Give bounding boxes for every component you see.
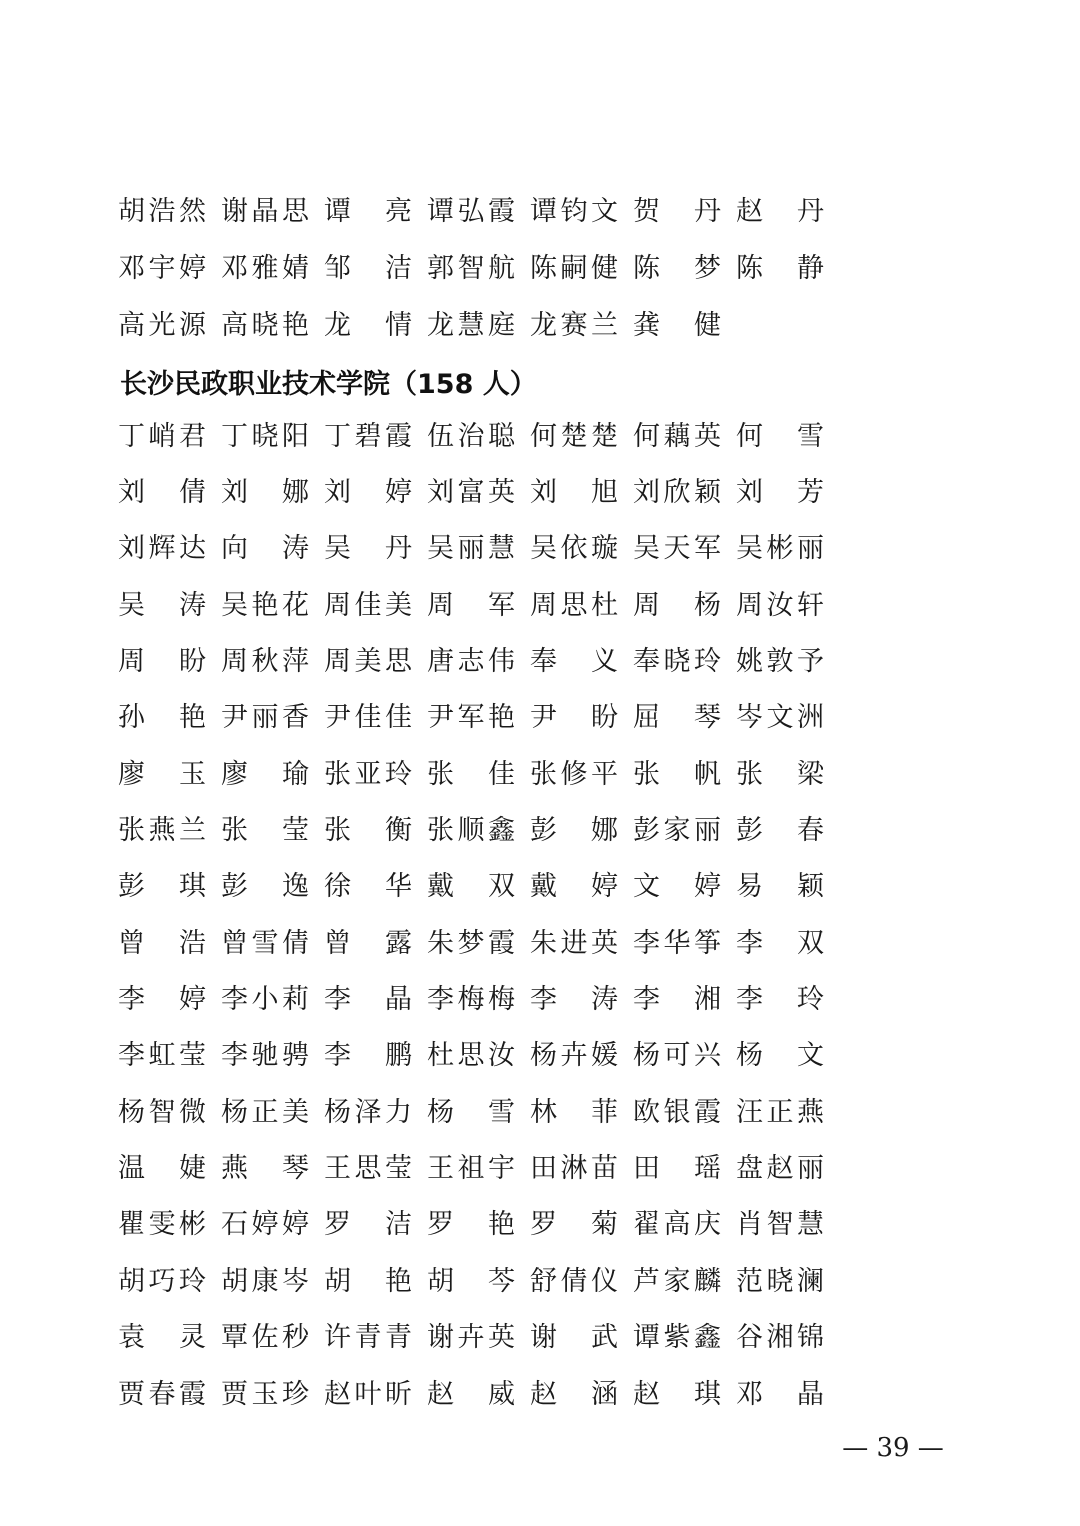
name-list-continued [118, 183, 838, 354]
person-name: 朱 进 英 [530, 927, 618, 959]
person-name: 周 盼 [118, 646, 206, 678]
person-name: 周 杨 [633, 589, 721, 621]
person-name: 罗 洁 [324, 1209, 412, 1241]
person-name: 谢 卉 英 [427, 1322, 515, 1354]
person-name: 张 亚 玲 [324, 758, 412, 790]
person-name: 舒 倩 仪 [530, 1265, 618, 1297]
name-row [118, 1253, 838, 1309]
person-name: 盘 赵 丽 [736, 1153, 824, 1185]
person-name: 丁 峭 君 [118, 420, 206, 452]
person-name: 屈 琴 [633, 702, 721, 734]
person-name: 陈 梦 [633, 253, 721, 284]
person-name: 覃 佐 秒 [221, 1322, 309, 1354]
person-name: 肖 智 慧 [736, 1209, 824, 1241]
person-name: 李 晶 [324, 984, 412, 1016]
person-name: 赵 叶 昕 [324, 1378, 412, 1410]
person-name: 胡 芩 [427, 1265, 515, 1297]
person-name: 廖 玉 [118, 758, 206, 790]
person-name: 赵 威 [427, 1378, 515, 1410]
person-name: 周 军 [427, 589, 515, 621]
name-row [118, 690, 838, 746]
person-name: 胡 康 岑 [221, 1265, 309, 1297]
person-name: 赵 丹 [736, 196, 824, 227]
person-name: 周 佳 美 [324, 589, 412, 621]
person-name: 许 青 青 [324, 1322, 412, 1354]
person-name: 丁 碧 霞 [324, 420, 412, 452]
person-name: 胡 巧 玲 [118, 1265, 206, 1297]
person-name: 吴 彬 丽 [736, 533, 824, 565]
person-name: 张 佳 [427, 758, 515, 790]
person-name: 罗 菊 [530, 1209, 618, 1241]
person-name: 龙 慧 庭 [427, 310, 515, 341]
person-name: 易 颖 [736, 871, 824, 903]
person-name: 龚 健 [633, 310, 721, 341]
page-number: — 39 — [842, 1433, 944, 1463]
person-name: 龙 情 [324, 310, 412, 341]
person-name: 谭 紫 鑫 [633, 1322, 721, 1354]
name-row [118, 1028, 838, 1084]
person-name: 欧 银 霞 [633, 1096, 721, 1128]
person-name: 邹 洁 [324, 253, 412, 284]
person-name: 李 梅 梅 [427, 984, 515, 1016]
person-name: 曾 浩 [118, 927, 206, 959]
person-name: 贺 丹 [633, 196, 721, 227]
person-name: 李 双 [736, 927, 824, 959]
name-row [118, 240, 838, 297]
person-name: 李 鹏 [324, 1040, 412, 1072]
person-name: 周 汝 轩 [736, 589, 824, 621]
name-row [118, 1140, 838, 1196]
person-name: 邓 雅 婧 [221, 253, 309, 284]
person-name: 范 晓 澜 [736, 1265, 824, 1297]
person-name: 彭 琪 [118, 871, 206, 903]
person-name: 尹 军 艳 [427, 702, 515, 734]
person-name: 杨 智 微 [118, 1096, 206, 1128]
name-row [118, 802, 838, 858]
person-name: 曾 雪 倩 [221, 927, 309, 959]
person-name: 翟 高 庆 [633, 1209, 721, 1241]
person-name: 贾 春 霞 [118, 1378, 206, 1410]
person-name: 谢 武 [530, 1322, 618, 1354]
person-name: 张 衡 [324, 815, 412, 847]
person-name: 吴 丹 [324, 533, 412, 565]
person-name: 彭 春 [736, 815, 824, 847]
person-name: 杜 思 汝 [427, 1040, 515, 1072]
person-name: 刘 欣 颖 [633, 477, 721, 509]
person-name: 谭 钧 文 [530, 196, 618, 227]
person-name: 刘 倩 [118, 477, 206, 509]
person-name: 姚 敦 予 [736, 646, 824, 678]
person-name: 袁 灵 [118, 1322, 206, 1354]
person-name: 石 婷 婷 [221, 1209, 309, 1241]
name-row [118, 183, 838, 240]
person-name: 邓 宇 婷 [118, 253, 206, 284]
person-name: 张 梁 [736, 758, 824, 790]
person-name: 丁 晓 阳 [221, 420, 309, 452]
person-name: 戴 婷 [530, 871, 618, 903]
person-name: 芦 家 麟 [633, 1265, 721, 1297]
person-name: 奉 晓 玲 [633, 646, 721, 678]
name-row [118, 915, 838, 971]
person-name: 吴 艳 花 [221, 589, 309, 621]
name-row [118, 577, 838, 633]
person-name: 曾 露 [324, 927, 412, 959]
person-name: 杨 正 美 [221, 1096, 309, 1128]
section-heading: 长沙民政职业技术学院（158 人） [120, 368, 537, 400]
person-name: 唐 志 伟 [427, 646, 515, 678]
person-name: 陈 嗣 健 [530, 253, 618, 284]
person-name: 周 思 杜 [530, 589, 618, 621]
person-name: 王 祖 宇 [427, 1153, 515, 1185]
person-name: 孙 艳 [118, 702, 206, 734]
person-name: 尹 丽 香 [221, 702, 309, 734]
name-row [118, 1366, 838, 1422]
person-name: 周 秋 萍 [221, 646, 309, 678]
person-name: 周 美 思 [324, 646, 412, 678]
name-row [118, 746, 838, 802]
person-name: 杨 可 兴 [633, 1040, 721, 1072]
person-name: 李 涛 [530, 984, 618, 1016]
person-name: 杨 泽 力 [324, 1096, 412, 1128]
person-name: 郭 智 航 [427, 253, 515, 284]
person-name: 李 婷 [118, 984, 206, 1016]
person-name: 何 楚 楚 [530, 420, 618, 452]
person-name: 贾 玉 珍 [221, 1378, 309, 1410]
name-row [118, 521, 838, 577]
person-name: 瞿 雯 彬 [118, 1209, 206, 1241]
person-name: 刘 辉 达 [118, 533, 206, 565]
person-name: 燕 琴 [221, 1153, 309, 1185]
name-row [118, 1310, 838, 1366]
person-name: 刘 婷 [324, 477, 412, 509]
person-name: 张 帆 [633, 758, 721, 790]
person-name: 吴 天 军 [633, 533, 721, 565]
person-name: 林 菲 [530, 1096, 618, 1128]
person-name: 尹 佳 佳 [324, 702, 412, 734]
person-name: 彭 娜 [530, 815, 618, 847]
person-name: 何 雪 [736, 420, 824, 452]
person-name: 向 涛 [221, 533, 309, 565]
person-name: 吴 依 璇 [530, 533, 618, 565]
person-name: 罗 艳 [427, 1209, 515, 1241]
person-name: 张 顺 鑫 [427, 815, 515, 847]
person-name: 李 玲 [736, 984, 824, 1016]
person-name: 尹 盼 [530, 702, 618, 734]
person-name: 李 湘 [633, 984, 721, 1016]
person-name: 张 修 平 [530, 758, 618, 790]
person-name: 杨 雪 [427, 1096, 515, 1128]
name-row [118, 1084, 838, 1140]
person-name: 谷 湘 锦 [736, 1322, 824, 1354]
name-row [118, 464, 838, 520]
person-name: 谢 晶 思 [221, 196, 309, 227]
name-row [118, 633, 838, 689]
person-name: 胡 艳 [324, 1265, 412, 1297]
person-name: 杨 卉 媛 [530, 1040, 618, 1072]
person-name: 廖 瑜 [221, 758, 309, 790]
name-row [118, 1197, 838, 1253]
person-name: 谭 亮 [324, 196, 412, 227]
person-name: 何 藕 英 [633, 420, 721, 452]
name-row [118, 971, 838, 1027]
person-name: 张 燕 兰 [118, 815, 206, 847]
person-name: 文 婷 [633, 871, 721, 903]
person-name: 赵 涵 [530, 1378, 618, 1410]
person-name: 杨 文 [736, 1040, 824, 1072]
person-name: 田 淋 苗 [530, 1153, 618, 1185]
person-name: 刘 芳 [736, 477, 824, 509]
name-list-changsha-civil-affairs [118, 408, 838, 1422]
person-name: 岑 文 洲 [736, 702, 824, 734]
person-name: 汪 正 燕 [736, 1096, 824, 1128]
person-name: 王 思 莹 [324, 1153, 412, 1185]
person-name: 邓 晶 [736, 1378, 824, 1410]
person-name: 徐 华 [324, 871, 412, 903]
person-name: 刘 旭 [530, 477, 618, 509]
person-name: 胡 浩 然 [118, 196, 206, 227]
person-name: 田 瑶 [633, 1153, 721, 1185]
person-name: 陈 静 [736, 253, 824, 284]
person-name: 吴 丽 慧 [427, 533, 515, 565]
person-name: 李 虹 莹 [118, 1040, 206, 1072]
person-name: 吴 涛 [118, 589, 206, 621]
person-name: 高 晓 艳 [221, 310, 309, 341]
person-name: 朱 梦 霞 [427, 927, 515, 959]
person-name: 李 华 筝 [633, 927, 721, 959]
person-name: 彭 逸 [221, 871, 309, 903]
name-row [118, 297, 838, 354]
person-name: 彭 家 丽 [633, 815, 721, 847]
name-row [118, 859, 838, 915]
person-name: 谭 弘 霞 [427, 196, 515, 227]
person-name: 高 光 源 [118, 310, 206, 341]
person-name: 温 婕 [118, 1153, 206, 1185]
person-name: 刘 娜 [221, 477, 309, 509]
person-name: 戴 双 [427, 871, 515, 903]
person-name: 龙 赛 兰 [530, 310, 618, 341]
person-name: 伍 治 聪 [427, 420, 515, 452]
person-name: 刘 富 英 [427, 477, 515, 509]
person-name: 奉 义 [530, 646, 618, 678]
person-name: 李 小 莉 [221, 984, 309, 1016]
person-name: 李 驰 骋 [221, 1040, 309, 1072]
person-name: 赵 琪 [633, 1378, 721, 1410]
person-name: 张 莹 [221, 815, 309, 847]
name-row [118, 408, 838, 464]
